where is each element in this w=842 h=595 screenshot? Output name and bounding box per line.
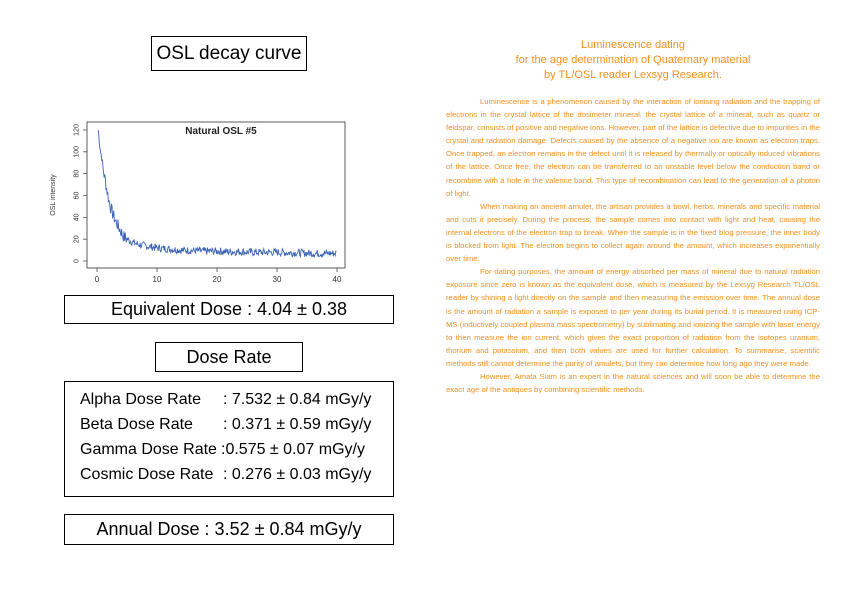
- x-tick-label: 20: [212, 275, 222, 284]
- x-tick-label: 40: [332, 275, 342, 284]
- dose-rate-name: Alpha Dose Rate: [80, 391, 201, 408]
- y-tick-label: 120: [73, 124, 81, 136]
- x-tick-label: 30: [272, 275, 282, 284]
- dose-rate-title: Dose Rate: [186, 346, 272, 367]
- y-tick-label: 60: [73, 191, 81, 200]
- y-tick-label: 100: [73, 145, 81, 158]
- dose-rate-value: : 7.532 ± 0.84 mGy/y: [223, 391, 372, 408]
- heading-line: by TL/OSL reader Lexsyg Research.: [544, 69, 722, 81]
- axis-ticks: [74, 124, 342, 284]
- chart-title: Natural OSL #5: [185, 126, 257, 137]
- x-tick-label: 0: [94, 275, 100, 284]
- dose-rate-name: Gamma Dose Rate: [80, 441, 217, 458]
- dose-rate-title-box: [155, 342, 303, 372]
- annual-dose: Annual Dose : 3.52 ± 0.84 mGy/y: [96, 519, 362, 539]
- annual-dose-box: [64, 514, 394, 545]
- dose-rate-value: : 0.371 ± 0.59 mGy/y: [223, 416, 372, 433]
- article-heading: [446, 38, 820, 83]
- equivalent-dose-box: [64, 295, 394, 324]
- y-tick-label: 80: [73, 169, 81, 178]
- equivalent-dose: Equivalent Dose : 4.04 ± 0.38: [110, 299, 348, 319]
- dose-rate-value: :0.575 ± 0.07 mGy/y: [221, 441, 365, 458]
- dose-rate-name: Beta Dose Rate: [80, 416, 193, 433]
- article: [446, 38, 820, 396]
- y-tick-label: 0: [73, 259, 81, 263]
- paragraph: Luminescence is a phenomenon caused by the interaction of ionising radiation and the trapping of electrons in the crystal lattice of the dosimeter mineral. the crystal lattice of a mineral, such as quartz or feldspar, consists of positive and negative ions. However, part of the lattice is defective due to impurities in the crystal and radiation damage. Defects caused by the absence of a negative ion are known as electron traps. Once trapped, an electron remains in the defect until it is released by thermally or optically induced vibrations of the lattice. Once free, the electron can be transferred to an unstable level below the conduction band or recombine with a hole in the valence band. This type of recombination can lead to the generation of a photon of light.: [446, 97, 820, 198]
- heading-line: for the age determination of Quaternary material: [515, 54, 751, 66]
- plot-frame: [87, 122, 345, 268]
- osl-decay-chart: [45, 118, 350, 290]
- dose-rate-name: Cosmic Dose Rate: [80, 466, 214, 483]
- dose-rate-value: : 0.276 ± 0.03 mGy/y: [223, 466, 372, 483]
- heading-line: Luminescence dating: [581, 39, 685, 51]
- osl-title-box: [151, 36, 307, 71]
- osl-title: OSL decay curve: [156, 42, 302, 64]
- paragraph: When making an ancient amulet, the artisan provides a bowl, herbs, minerals and specific material and cuts it precisely. During the process, the sample comes into contact with light and heat, causing the internal electrons of the electron trap to break. When the sample is in the fixed blog pressure, the inner body is blocked from light. The electron begins to collect again around the amount, which increases exponentially over time.: [446, 201, 820, 264]
- paragraph: However, Amata Siam is an expert in the natural sciences and will soon be able to determine the exact age of the antiques by combining scientific methods.: [446, 371, 820, 395]
- paragraph: For dating purposes, the amount of energy absorbed per mass of mineral due to natural radiation exposure since zero is known as the equivalent dose, which is measured by the Lexsyg Research TL/OSL reader by shining a light directly on the sample and then measuring the emission over time. The annual dose is the amount of radiation a sample is exposed to per year during its burial period. It is measured using ICP-MS (inductively coupled plasma mass spectrometry) by sublimating and ionizing the sample with laser energy to then measure the ion current, which gives the exact proportion of radiation from the isotopes uranium, thorium and potassium, and then both values are used for further calculation. To summarise, scientific methods still cannot determine the purity of amulets, but they can determine how long ago they were made.: [446, 267, 820, 368]
- y-tick-label: 40: [73, 213, 81, 222]
- y-axis-label: OSL intensity: [50, 174, 57, 216]
- osl-decay-line: [98, 130, 336, 257]
- x-tick-label: 10: [152, 275, 162, 284]
- y-tick-label: 20: [73, 235, 81, 244]
- dose-rate-table: [64, 381, 394, 497]
